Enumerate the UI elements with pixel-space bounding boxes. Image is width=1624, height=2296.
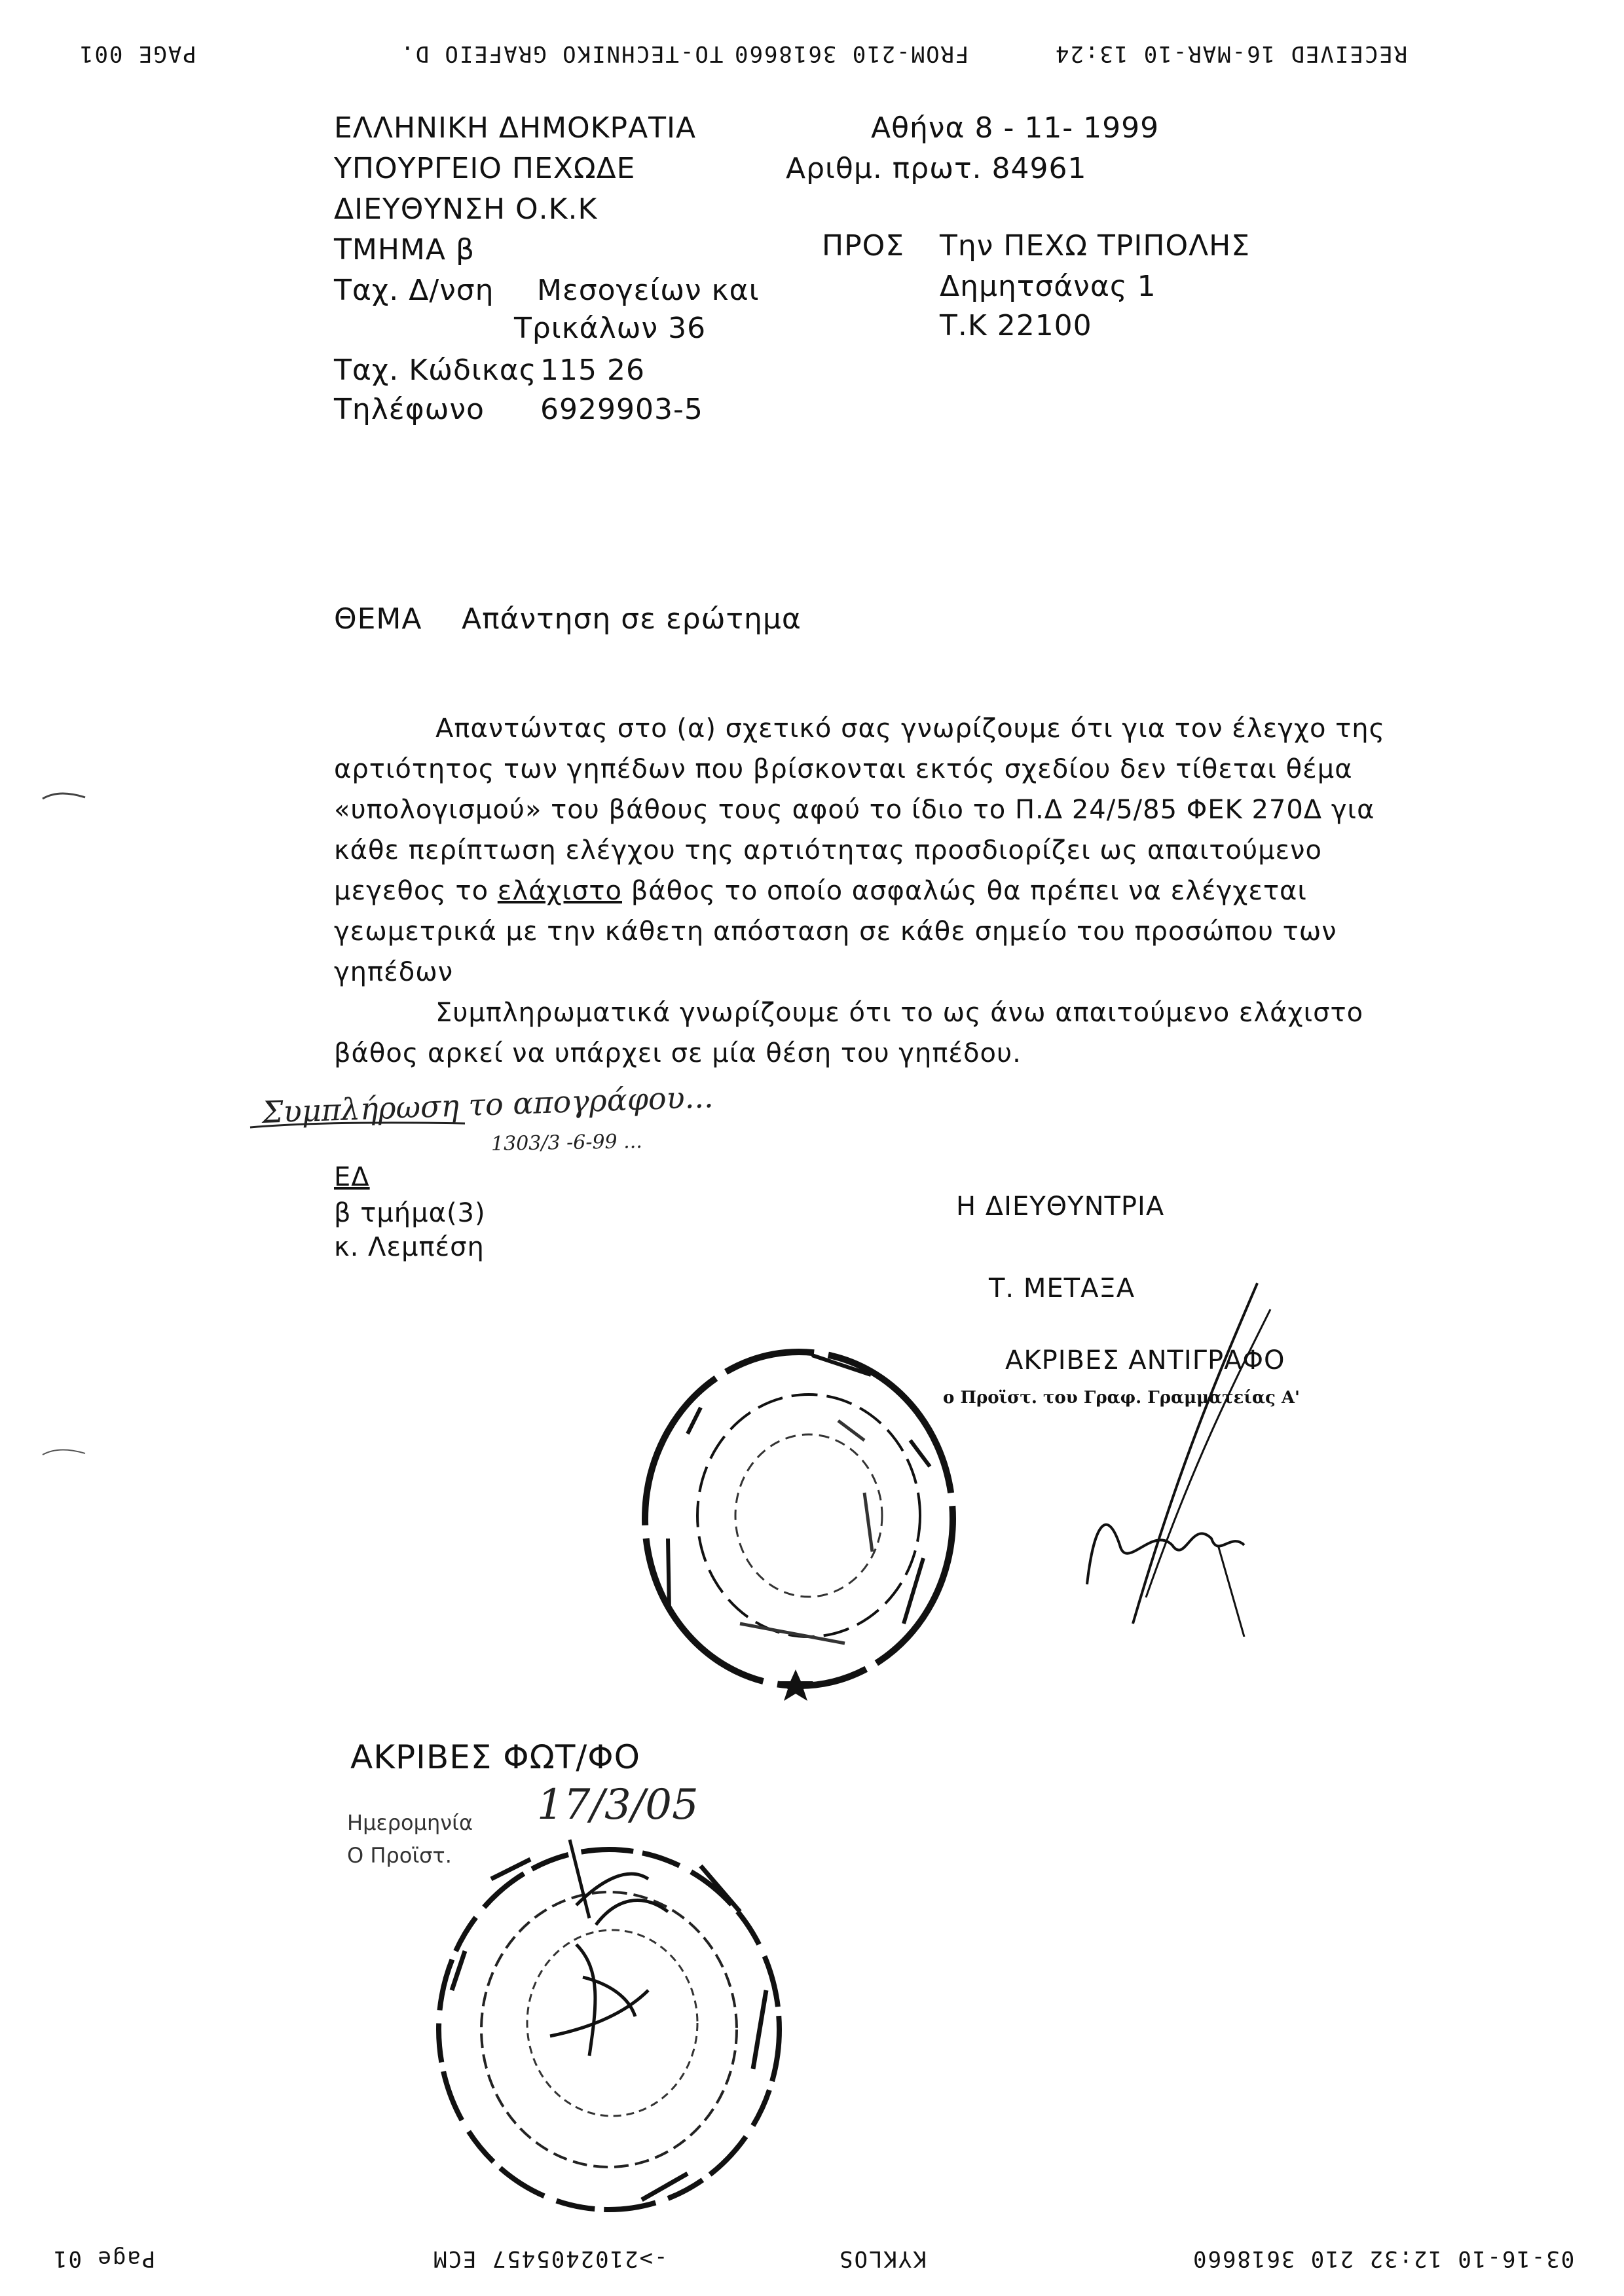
body-p1-line-5-emphasis: ελάχιστο xyxy=(497,876,622,906)
recipient-line-3: Τ.Κ 22100 xyxy=(940,309,1092,342)
sender-line-4: ΤΜΗΜΑ β xyxy=(334,233,475,266)
signatory-name: Τ. ΜΕΤΑΞΑ xyxy=(989,1273,1135,1303)
sender-postal-value: 115 26 xyxy=(540,354,645,387)
sender-line-1: ΕΛΛΗΝΙΚΗ ΔΗΜΟΚΡΑΤΙΑ xyxy=(334,111,697,145)
fax-header-to: TO-TECHNIKO GRAFEIO D. xyxy=(399,41,724,67)
body-p1-line-3: «υπολογισμού» του βάθους τους αφού το ίδιο το Π.Δ 24/5/85 ΦΕΚ 270Δ για xyxy=(334,795,1375,825)
copy-stamp-title: ΑΚΡΙΒΕΣ ΦΩΤ/ΦΟ xyxy=(350,1738,640,1776)
recipient-line-2: Δημητσάνας 1 xyxy=(940,270,1156,303)
distribution-label: ΕΔ xyxy=(334,1162,370,1192)
body-p1-line-4: κάθε περίπτωση ελέγχου της αρτιότητας προσδιορίζει ως απαιτούμενο xyxy=(334,835,1322,866)
recipient-label: ΠΡΟΣ xyxy=(822,229,905,263)
body-p1-line-6: γεωμετρικά με την κάθετη απόσταση σε κάθε σημείο του προσώπου των xyxy=(334,917,1337,947)
copy-stamp-date-label: Ημερομηνία xyxy=(347,1810,473,1835)
recipient-line-1: Την ΠΕΧΩ ΤΡΙΠΟΛΗΣ xyxy=(940,229,1251,263)
body-p2-line-2: βάθος αρκεί να υπάρχει σε μία θέση του γηπέδου. xyxy=(334,1038,1022,1068)
sender-line-3: ΔΙΕΥΘΥΝΣΗ Ο.Κ.Κ xyxy=(334,192,598,226)
handwritten-signature-1 xyxy=(1022,1270,1297,1637)
official-seal-1 xyxy=(629,1336,969,1702)
subject-label: ΘΕΜΑ xyxy=(334,602,422,636)
distribution-item-1: β τμήμα(3) xyxy=(334,1198,486,1228)
sender-address-2: Τρικάλων 36 xyxy=(514,312,707,345)
sender-line-2: ΥΠΟΥΡΓΕΙΟ ΠΕΧΩΔΕ xyxy=(334,152,636,185)
fax-footer-name: KYKLOS xyxy=(838,2246,927,2272)
margin-mark-2 xyxy=(39,1440,92,1460)
sender-address-label: Ταχ. Δ/νση xyxy=(334,274,494,307)
handwritten-note-line-2: 1303/3 -6-99 ... xyxy=(490,1129,643,1156)
place-date: Αθήνα 8 - 11- 1999 xyxy=(871,111,1160,145)
margin-mark-1 xyxy=(39,786,92,805)
fax-footer-number: ->2102405457 ECM xyxy=(432,2246,668,2272)
body-p1-line-7: γηπέδων xyxy=(334,957,454,987)
fax-header-received: RECEIVED 16-MAR-10 13:24 xyxy=(1054,41,1408,67)
handwritten-signature-2 xyxy=(550,1827,707,1971)
sender-phone-value: 6929903-5 xyxy=(540,393,703,426)
body-p1-line-1: Απαντώντας στο (α) σχετικό σας γνωρίζουμε ότι για τον έλεγχο της xyxy=(435,714,1386,744)
subject-text: Απάντηση σε ερώτημα xyxy=(462,602,802,636)
sender-address-1: Μεσογείων και xyxy=(537,274,760,307)
copy-stamp-official-label: Ο Προϊστ. xyxy=(347,1843,452,1868)
body-p1-line-2: αρτιότητος των γηπέδων που βρίσκονται εκτός σχεδίου δεν τίθεται θέμα xyxy=(334,754,1353,784)
handwritten-note-line-1: Συμπλήρωση το απογράφου... xyxy=(261,1078,714,1131)
fax-header-from: FROM-210 3618660 xyxy=(733,41,969,67)
protocol-number: Αριθμ. πρωτ. 84961 xyxy=(786,152,1087,185)
fax-footer-date: 03-16-10 12:32 210 3618660 xyxy=(1192,2246,1575,2272)
distribution-item-2: κ. Λεμπέση xyxy=(334,1232,485,1262)
sender-phone-label: Τηλέφωνο xyxy=(334,393,485,426)
copy-role: ο Προϊστ. του Γραφ. Γραμματείας Α' xyxy=(943,1388,1300,1408)
signatory-title: Η ΔΙΕΥΘΥΝΤΡΙΑ xyxy=(956,1192,1165,1222)
copy-stamp-date: 17/3/05 xyxy=(537,1781,699,1829)
exact-copy-label: ΑΚΡΙΒΕΣ ΑΝΤΙΓΡΑΦΟ xyxy=(1005,1345,1285,1376)
body-p1-line-5-rest: βάθος το οποίο ασφαλώς θα πρέπει να ελέγχεται xyxy=(622,876,1307,906)
body-p1-line-5-start: μεγεθος το xyxy=(334,876,498,906)
body-p2-line-1: Συμπληρωματικά γνωρίζουμε ότι το ως άνω απαιτούμενο ελάχιστο xyxy=(435,998,1364,1028)
body-p1-line-5 xyxy=(334,876,1307,906)
handwritten-note-underline xyxy=(249,1118,471,1131)
fax-footer-page: Page 01 xyxy=(52,2246,156,2272)
fax-header-page: PAGE 001 xyxy=(79,41,196,67)
sender-postal-label: Ταχ. Κώδικας xyxy=(334,354,537,387)
